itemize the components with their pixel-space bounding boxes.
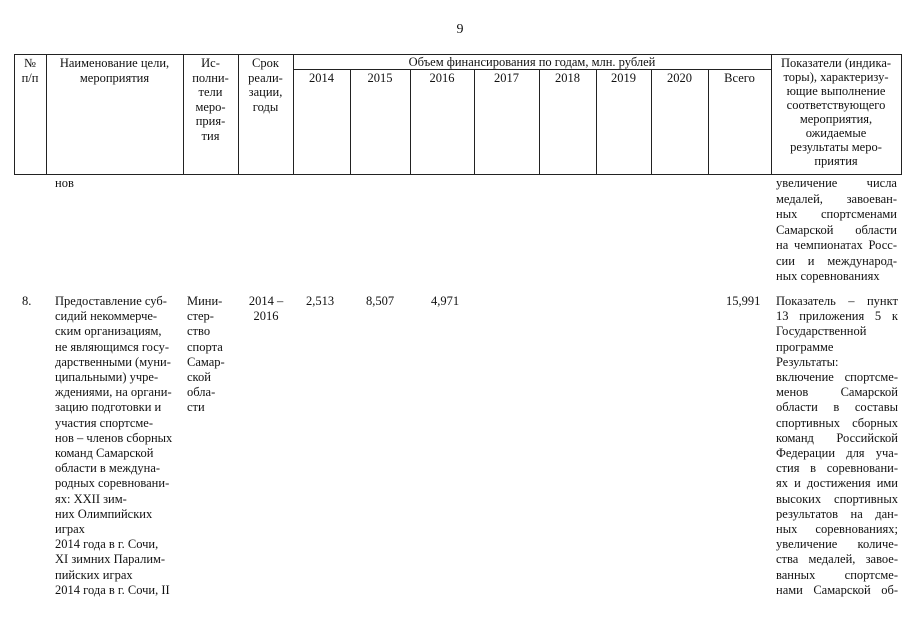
header-year-2014: 2014 [309, 71, 334, 85]
row8-value-2015: 8,507 [366, 294, 395, 308]
row8-value-2014: 2,513 [306, 294, 335, 308]
header-indicators: Показатели (индика- торы), характеризу- ющие выполнение соответствующего мероприятия, ожидаемые результаты меро- приятия [780, 56, 892, 168]
page-number: 9 [456, 22, 464, 37]
continuation-name-tail: нов [55, 176, 74, 190]
header-term: Срок реали- зации, годы [248, 56, 283, 114]
header-number: № п/п [21, 56, 39, 85]
continuation-indicators: увеличение числа медалей, завоеван- ных спортсменами Самарской области на чемпионатах Росс- сии и международ- ных соревнованиях [776, 176, 897, 283]
header-year-2017: 2017 [494, 71, 519, 85]
row8-name: Предоставление суб- сидий некоммерче- ским организациям, не являющимся госу- дарственными (муни- ципальными) учре- ждениями, на органи- зацию подготовки и участия спортсме- нов – членов сборных команд Самарской области в междуна- родных соревновани- ях: XXII зим- них Олимпийских играх 2014 года в г. Сочи, XI зимних Паралим- пийских играх 2014 года в г. Сочи, II [55, 294, 173, 597]
header-name: Наименование цели, мероприятия [59, 56, 170, 85]
header-year-2018: 2018 [555, 71, 580, 85]
row8-value-2016: 4,971 [431, 294, 460, 308]
row8-indicators: Показатель – пункт 13 приложения 5 к Государственной программе Результаты: включение спортсме- менов Самарской области в составы спортивных сборных команд Российской Федерации для уча- стия в соревновани- ях и достижения ими высоких спортивных результатов на дан- ных соревнованиях; увеличение количе- ства медалей, завое- ванных спортсме- нами Самарской об- [776, 294, 898, 597]
row8-term: 2014 – 2016 [248, 294, 284, 324]
header-total: Всего [724, 71, 755, 85]
row8-number: 8. [22, 294, 32, 308]
header-funding-title: Объем финансирования по годам, млн. рублей [408, 55, 656, 69]
header-year-2016: 2016 [429, 71, 455, 85]
header-year-2019: 2019 [611, 71, 636, 85]
row8-executor: Мини- стер- ство спорта Самар- ской обла- сти [187, 294, 225, 415]
header-year-2015: 2015 [367, 71, 393, 85]
header-year-2020: 2020 [667, 71, 692, 85]
row8-value-total: 15,991 [726, 294, 761, 308]
header-executors: Ис- полни- тели меро- прия- тия [192, 56, 229, 143]
